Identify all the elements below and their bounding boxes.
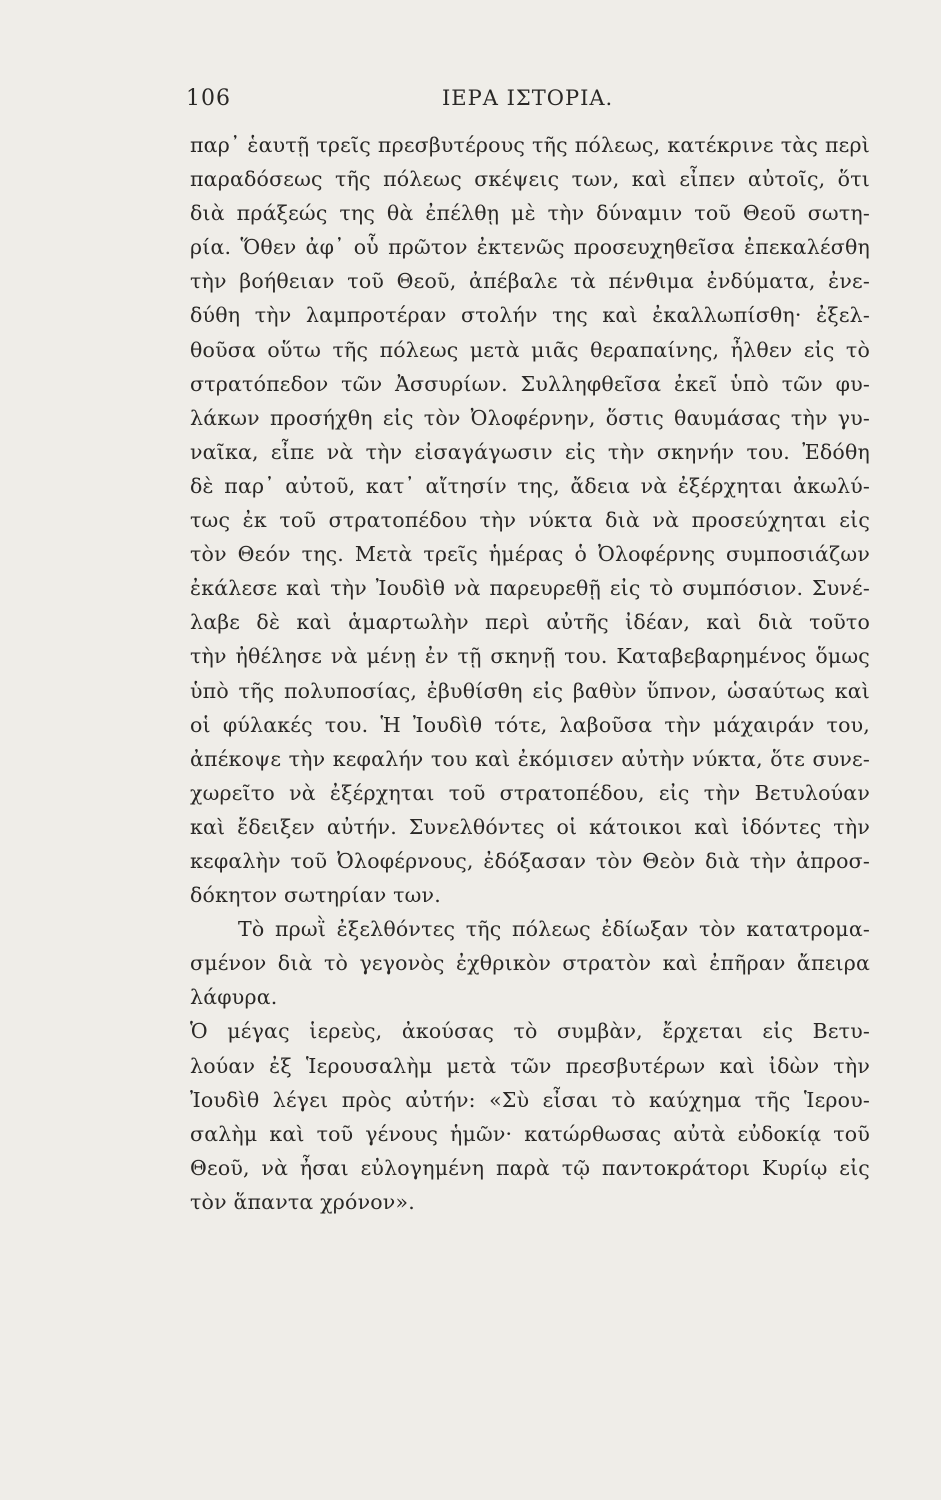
text-line: στρατόπεδον τῶν Ἀσσυρίων. Συλληφθεῖσα ἐκεῖ ὑπὸ τῶν φυ- [190, 371, 870, 396]
text-line: Ὁ μέγας ἱερεὺς, ἀκούσας τὸ συμβὰν, ἔρχεται εἰς Βετυ- [190, 1019, 870, 1044]
text-line: ναῖκα, εἶπε νὰ τὴν εἰσαγάγωσιν εἰς τὴν σκηνήν του. Ἐδόθη [190, 439, 870, 464]
text-line: κεφαλὴν τοῦ Ὀλοφέρνους, ἐδόξασαν τὸν Θεὸν διὰ τὴν ἀπροσ- [190, 848, 870, 873]
text-line: λούαν ἐξ Ἱερουσαλὴμ μετὰ τῶν πρεσβυτέρων καὶ ἰδὼν τὴν [190, 1053, 870, 1078]
text-line: λαβε δὲ καὶ ἁμαρτωλὴν περὶ αὐτῆς ἰδέαν, καὶ διὰ τοῦτο [190, 610, 870, 635]
text-line: ρία. Ὅθεν ἀφ᾽ οὗ πρῶτον ἐκτενῶς προσευχηθεῖσα ἐπεκαλέσθη [190, 235, 870, 260]
body-text [190, 128, 870, 1219]
text-line: δύθη τὴν λαμπροτέραν στολήν της καὶ ἐκαλλωπίσθη· ἐξελ- [190, 303, 870, 328]
text-line: τὴν βοήθειαν τοῦ Θεοῦ, ἀπέβαλε τὰ πένθιμα ἐνδύματα, ἐνε- [190, 269, 870, 294]
text-line: λάκων προσήχθη εἰς τὸν Ὀλοφέρνην, ὅστις θαυμάσας τὴν γυ- [190, 405, 870, 430]
text-line: Θεοῦ, νὰ ἦσαι εὐλογημένη παρὰ τῷ παντοκράτορι Κυρίῳ εἰς [190, 1155, 870, 1180]
text-line: Ἰουδὶθ λέγει πρὸς αὐτήν: «Σὺ εἶσαι τὸ καύχημα τῆς Ἱερου- [190, 1087, 870, 1112]
text-line: ἀπέκοψε τὴν κεφαλήν του καὶ ἐκόμισεν αὐτὴν νύκτα, ὅτε συνε- [190, 746, 870, 771]
text-line: σαλὴμ καὶ τοῦ γένους ἡμῶν· κατώρθωσας αὐτὰ εὐδοκίᾳ τοῦ [190, 1121, 870, 1146]
page-header [186, 86, 766, 116]
text-line: δὲ παρ᾽ αὐτοῦ, κατ᾽ αἴτησίν της, ἄδεια νὰ ἐξέρχηται ἀκωλύ- [190, 473, 870, 498]
text-line: παρ᾽ ἑαυτῇ τρεῖς πρεσβυτέρους τῆς πόλεως, κατέκρινε τὰς περὶ [190, 133, 870, 157]
text-line: οἱ φύλακές του. Ἡ Ἰουδὶθ τότε, λαβοῦσα τὴν μάχαιράν του, [190, 712, 870, 737]
text-line: παραδόσεως τῆς πόλεως σκέψεις των, καὶ εἶπεν αὐτοῖς, ὅτι [190, 167, 870, 192]
text-line: τὴν ἠθέλησε νὰ μένῃ ἐν τῇ σκηνῇ του. Καταβεβαρημένος ὅμως [190, 644, 870, 669]
text-line: δόκητον σωτηρίαν των. [190, 883, 441, 908]
text-line: τὸν ἅπαντα χρόνον». [190, 1189, 415, 1214]
text-line: χωρεῖτο νὰ ἐξέρχηται τοῦ στρατοπέδου, εἰς τὴν Βετυλούαν [190, 780, 870, 805]
text-line: λάφυρα. [190, 985, 278, 1010]
running-head: ΙΕΡΑ ΙΣΤΟΡΙΑ. [442, 86, 614, 110]
page-number: 106 [186, 86, 231, 111]
text-line: διὰ πράξεώς της θὰ ἐπέλθῃ μὲ τὴν δύναμιν τοῦ Θεοῦ σωτη- [190, 201, 870, 226]
text-line: Τὸ πρωῒ ἐξελθόντες τῆς πόλεως ἐδίωξαν τὸν κατατρομα- [238, 917, 870, 942]
text-line: σμένον διὰ τὸ γεγονὸς ἐχθρικὸν στρατὸν καὶ ἐπῆραν ἄπειρα [190, 951, 870, 976]
text-line: τὸν Θεόν της. Μετὰ τρεῖς ἡμέρας ὁ Ὀλοφέρνης συμποσιάζων [190, 542, 870, 567]
text-line: τως ἐκ τοῦ στρατοπέδου τὴν νύκτα διὰ νὰ προσεύχηται εἰς [190, 508, 870, 533]
text-line: καὶ ἔδειξεν αὐτήν. Συνελθόντες οἱ κάτοικοι καὶ ἰδόντες τὴν [190, 814, 870, 839]
text-line: ὑπὸ τῆς πολυποσίας, ἐβυθίσθη εἰς βαθὺν ὕπνον, ὡσαύτως καὶ [190, 678, 870, 703]
text-line: ἐκάλεσε καὶ τὴν Ἰουδὶθ νὰ παρευρεθῇ εἰς τὸ συμπόσιον. Συνέ- [190, 576, 870, 601]
text-line: θοῦσα οὕτω τῆς πόλεως μετὰ μιᾶς θεραπαίνης, ἦλθεν εἰς τὸ [190, 337, 870, 362]
